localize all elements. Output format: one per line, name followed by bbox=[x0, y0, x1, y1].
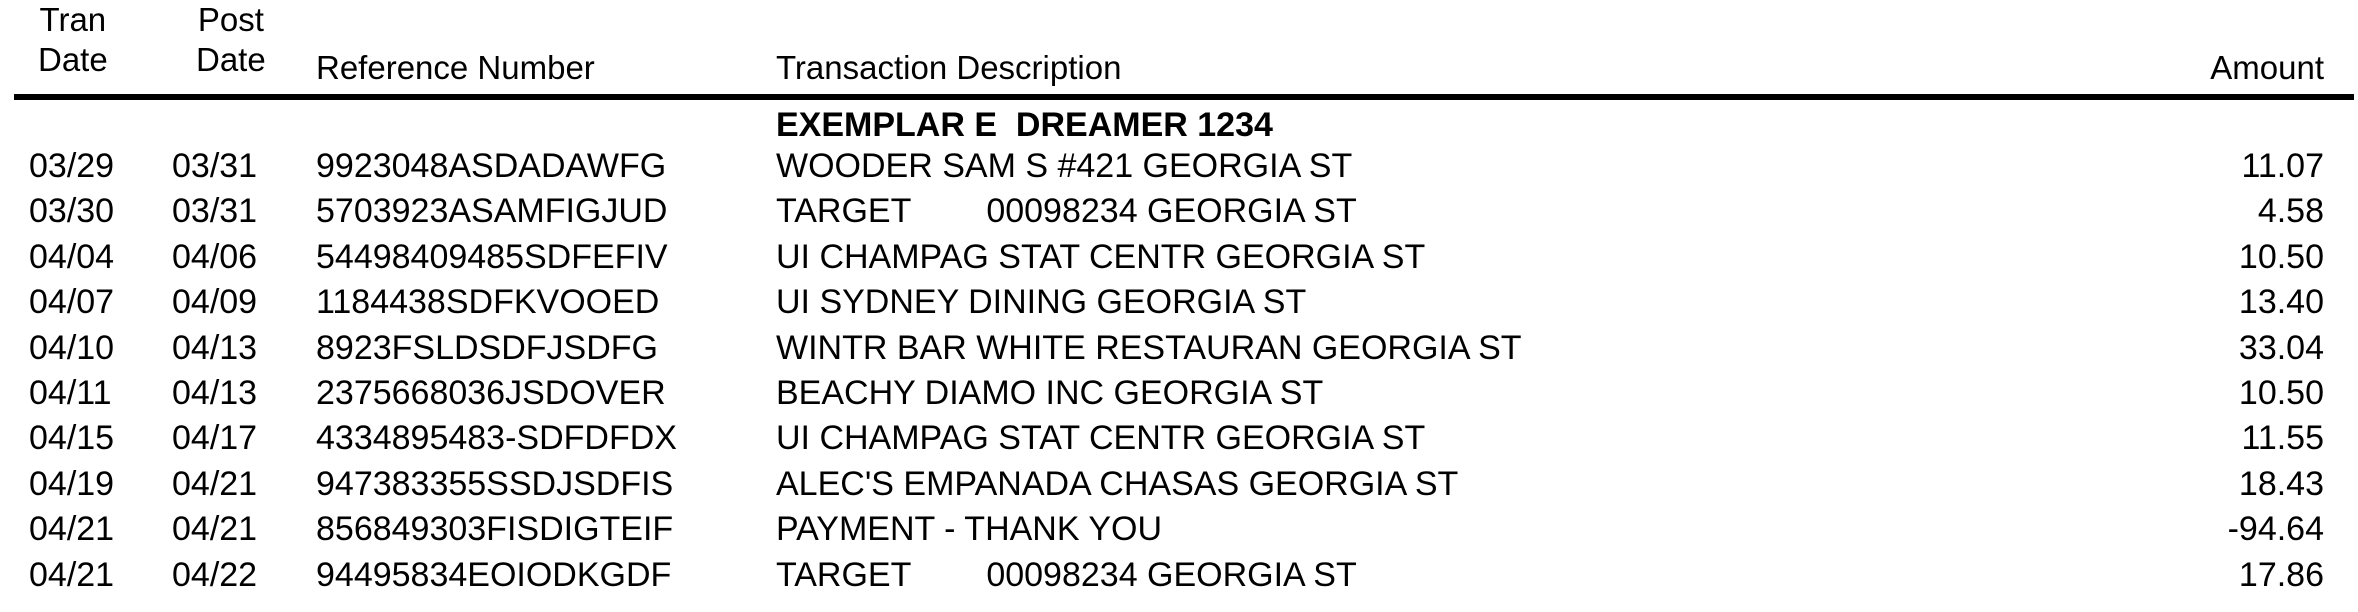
post-date-cell: 04/17 bbox=[172, 419, 258, 457]
description-cell: PAYMENT - THANK YOU bbox=[776, 510, 1163, 548]
transaction-row bbox=[0, 144, 2358, 189]
post-date-cell: 03/31 bbox=[172, 147, 258, 185]
post-date-cell: 03/31 bbox=[172, 192, 258, 230]
description-cell: TARGET 00098234 GEORGIA ST bbox=[776, 192, 1357, 230]
tran-date-cell: 04/21 bbox=[29, 510, 115, 548]
post-date-cell: 04/06 bbox=[172, 238, 258, 276]
tran-date-cell: 04/11 bbox=[29, 374, 112, 412]
description-cell: UI CHAMPAG STAT CENTR GEORGIA ST bbox=[776, 238, 1426, 276]
post-date-cell: 04/09 bbox=[172, 283, 258, 321]
reference-number-cell: 54498409485SDFEFIV bbox=[316, 238, 668, 276]
description-cell: TARGET 00098234 GEORGIA ST bbox=[776, 556, 1357, 594]
reference-number-cell: 856849303FISDIGTEIF bbox=[316, 510, 674, 548]
description-cell: WINTR BAR WHITE RESTAURAN GEORGIA ST bbox=[776, 329, 1522, 367]
header-post-date-line1: Post bbox=[197, 1, 264, 38]
amount-cell: 11.07 bbox=[2241, 147, 2324, 185]
reference-number-cell: 94495834EOIODKGDF bbox=[316, 556, 672, 594]
amount-cell: -94.64 bbox=[2227, 510, 2324, 548]
amount-cell: 18.43 bbox=[2238, 465, 2324, 503]
header-divider bbox=[14, 94, 2354, 100]
tran-date-cell: 04/15 bbox=[29, 419, 115, 457]
transaction-row bbox=[0, 416, 2358, 461]
reference-number-cell: 1184438SDFKVOOED bbox=[316, 283, 660, 321]
amount-cell: 33.04 bbox=[2238, 329, 2324, 367]
description-cell: UI SYDNEY DINING GEORGIA ST bbox=[776, 283, 1307, 321]
reference-number-cell: 9923048ASDADAWFG bbox=[316, 147, 667, 185]
post-date-cell: 04/21 bbox=[172, 465, 258, 503]
tran-date-cell: 04/04 bbox=[29, 238, 115, 276]
description-cell: BEACHY DIAMO INC GEORGIA ST bbox=[776, 374, 1324, 412]
header-post-date-line2: Date bbox=[196, 41, 266, 78]
reference-number-cell: 8923FSLDSDFJSDFG bbox=[316, 329, 658, 367]
transaction-row bbox=[0, 507, 2358, 552]
header-tran-date bbox=[38, 0, 108, 80]
description-cell: ALEC'S EMPANADA CHASAS GEORGIA ST bbox=[776, 465, 1459, 503]
post-date-cell: 04/13 bbox=[172, 374, 258, 412]
transaction-row bbox=[0, 371, 2358, 416]
reference-number-cell: 2375668036JSDOVER bbox=[316, 374, 666, 412]
post-date-cell: 04/22 bbox=[172, 556, 258, 594]
transaction-row bbox=[0, 235, 2358, 280]
reference-number-cell: 5703923ASAMFIGJUD bbox=[316, 192, 668, 230]
amount-cell: 4.58 bbox=[2257, 192, 2324, 230]
description-cell: UI CHAMPAG STAT CENTR GEORGIA ST bbox=[776, 419, 1426, 457]
transaction-row bbox=[0, 326, 2358, 371]
amount-cell: 13.40 bbox=[2238, 283, 2324, 321]
reference-number-cell: 947383355SSDJSDFIS bbox=[316, 465, 674, 503]
amount-cell: 10.50 bbox=[2238, 238, 2324, 276]
amount-cell: 10.50 bbox=[2238, 374, 2324, 412]
tran-date-cell: 03/29 bbox=[29, 147, 115, 185]
header-tran-date-line2: Date bbox=[38, 41, 108, 78]
header-tran-date-line1: Tran bbox=[39, 1, 107, 38]
transaction-row bbox=[0, 553, 2358, 598]
tran-date-cell: 04/19 bbox=[29, 465, 115, 503]
post-date-cell: 04/21 bbox=[172, 510, 258, 548]
tran-date-cell: 04/10 bbox=[29, 329, 115, 367]
cardholder-group-title: EXEMPLAR E DREAMER 1234 bbox=[776, 106, 1273, 144]
tran-date-cell: 04/21 bbox=[29, 556, 115, 594]
header-amount: Amount bbox=[2210, 49, 2324, 86]
transaction-row bbox=[0, 189, 2358, 234]
transaction-row bbox=[0, 462, 2358, 507]
reference-number-cell: 4334895483-SDFDFDX bbox=[316, 419, 677, 457]
post-date-cell: 04/13 bbox=[172, 329, 258, 367]
tran-date-cell: 03/30 bbox=[29, 192, 115, 230]
header-reference-number: Reference Number bbox=[316, 49, 595, 86]
transaction-row bbox=[0, 280, 2358, 325]
header-transaction-description: Transaction Description bbox=[776, 49, 1122, 86]
tran-date-cell: 04/07 bbox=[29, 283, 115, 321]
amount-cell: 17.86 bbox=[2238, 556, 2324, 594]
header-post-date bbox=[196, 0, 266, 80]
description-cell: WOODER SAM S #421 GEORGIA ST bbox=[776, 147, 1353, 185]
amount-cell: 11.55 bbox=[2241, 419, 2324, 457]
